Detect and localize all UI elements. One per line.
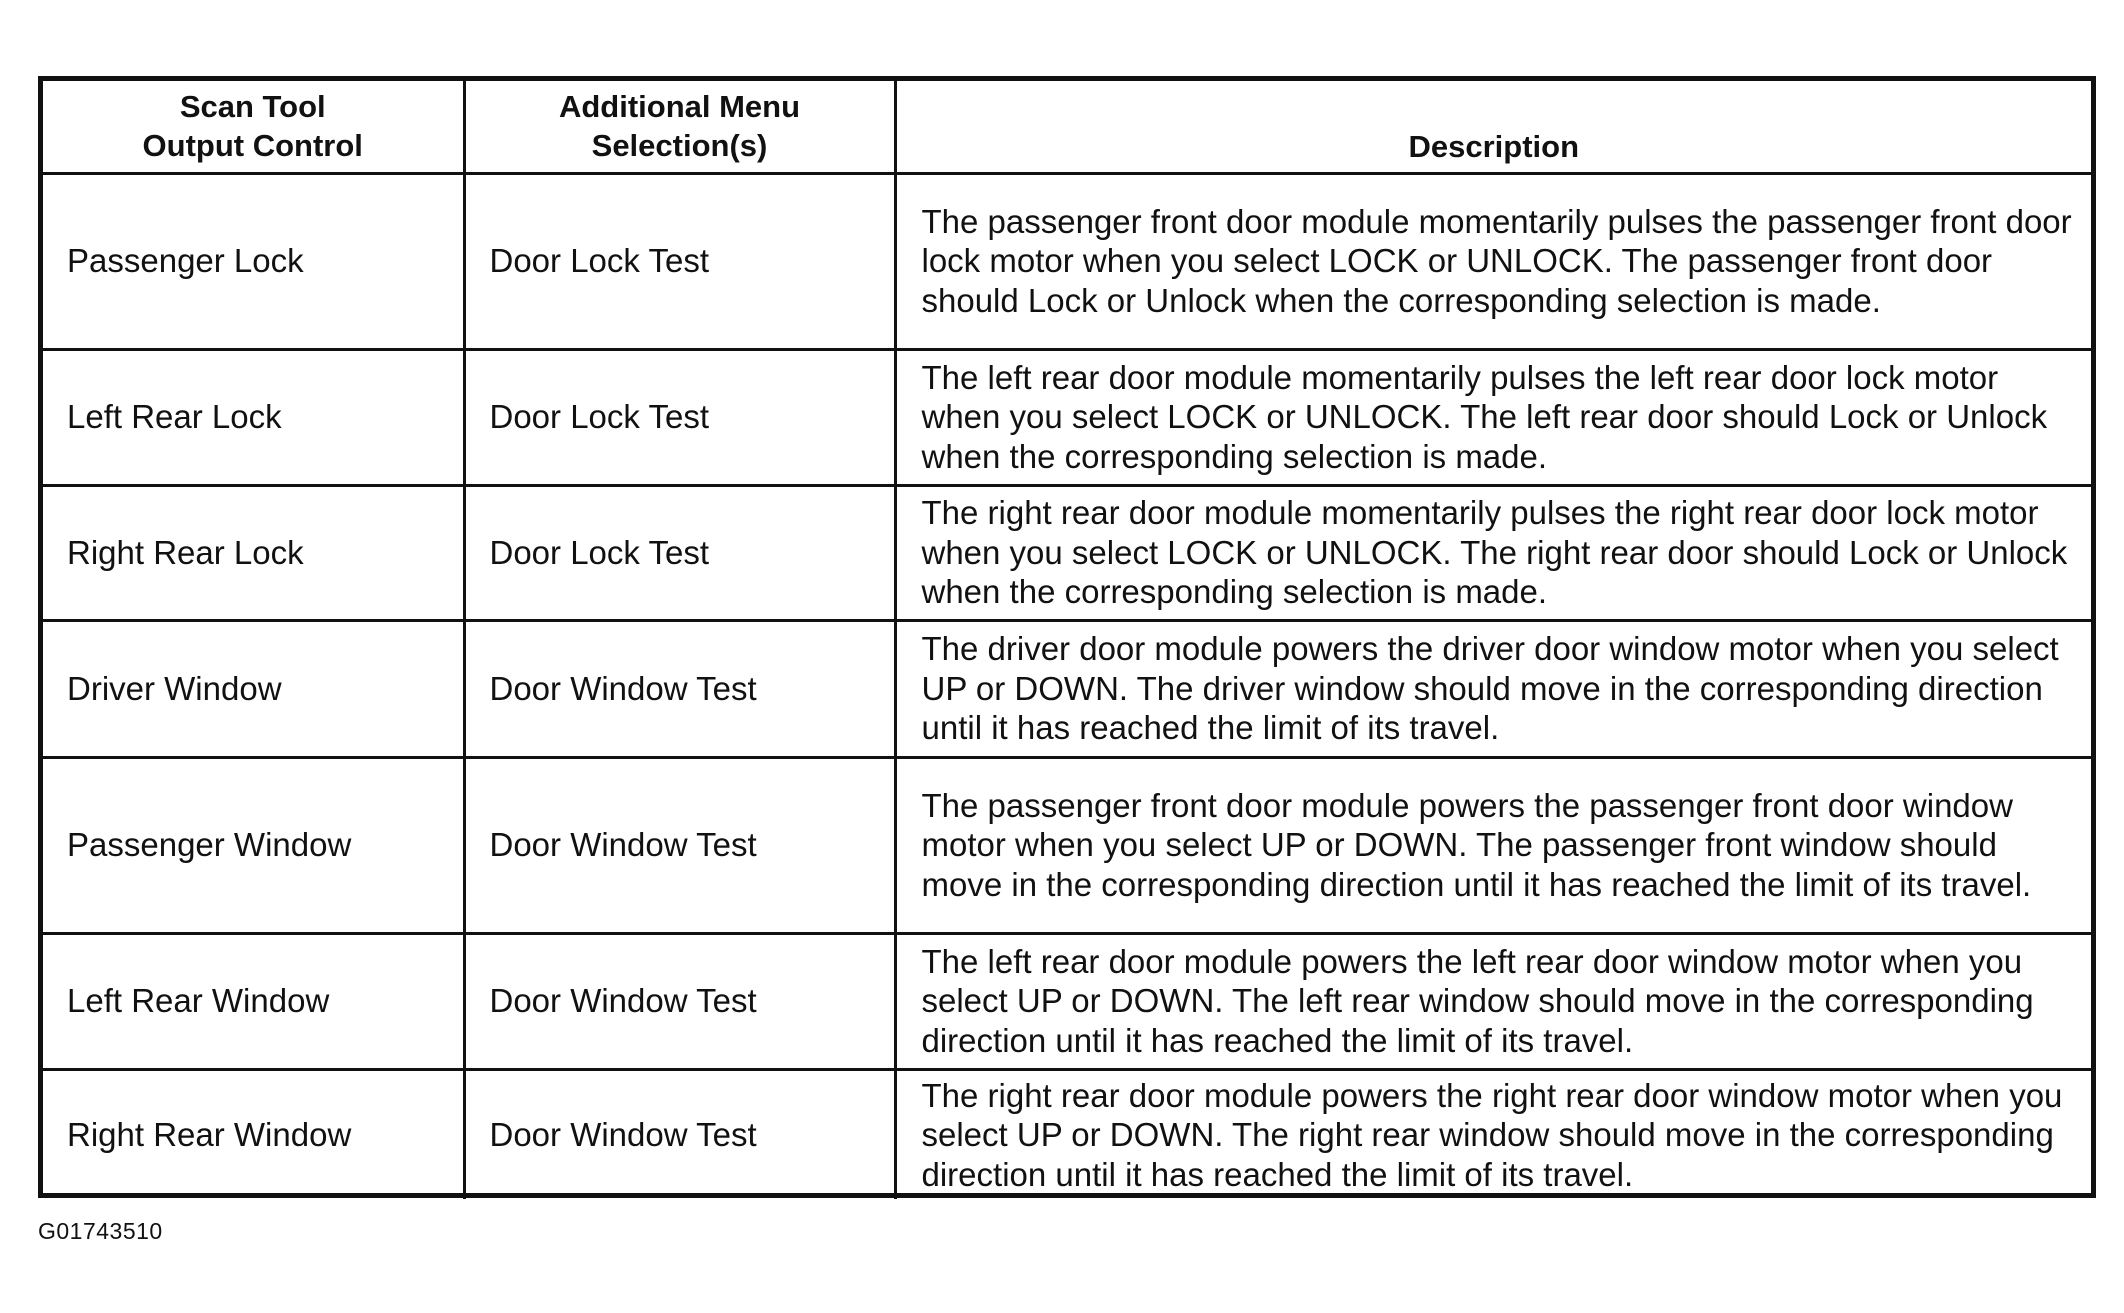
cell-menu: Door Lock Test: [464, 349, 895, 485]
cell-description: The right rear door module powers the right rear door window motor when you select UP or DOWN. The right rear window should move in the corresponding direction until it has reached the limit of its travel.: [895, 1069, 2091, 1199]
header-col2-line1: Additional Menu: [558, 89, 801, 125]
cell-control: Left Rear Lock: [43, 349, 464, 485]
table-row: [43, 1069, 2091, 1199]
header-scan-tool-output-control: [43, 81, 464, 173]
table-row: [43, 757, 2091, 933]
cell-description: The driver door module powers the driver door window motor when you select UP or DOWN. The driver window should move in the corresponding direction until it has reached the limit of its travel.: [895, 620, 2091, 757]
header-col2-line2: Selection(s): [591, 128, 768, 164]
cell-menu: Door Lock Test: [464, 173, 895, 349]
cell-menu: Door Window Test: [464, 933, 895, 1069]
cell-control: Right Rear Window: [43, 1069, 464, 1199]
cell-description: The left rear door module momentarily pulses the left rear door lock motor when you select LOCK or UNLOCK. The left rear door should Lock or Unlock when the corresponding selection is made.: [895, 349, 2091, 485]
table-header-row: [43, 81, 2091, 173]
cell-menu: Door Window Test: [464, 1069, 895, 1199]
cell-control: Driver Window: [43, 620, 464, 757]
cell-menu: Door Lock Test: [464, 485, 895, 620]
cell-control: Passenger Lock: [43, 173, 464, 349]
cell-description: The passenger front door module momentarily pulses the passenger front door lock motor when you select LOCK or UNLOCK. The passenger front door should Lock or Unlock when the corresponding selection is made.: [895, 173, 2091, 349]
output-control-table-frame: [38, 76, 2096, 1198]
header-description: Description: [895, 81, 2091, 173]
cell-description: The left rear door module powers the left rear door window motor when you select UP or DOWN. The left rear window should move in the corresponding direction until it has reached the limit of its travel.: [895, 933, 2091, 1069]
header-additional-menu-selections: [464, 81, 895, 173]
table-row: [43, 173, 2091, 349]
cell-description: The right rear door module momentarily pulses the right rear door lock motor when you select LOCK or UNLOCK. The right rear door should Lock or Unlock when the corresponding selection is made.: [895, 485, 2091, 620]
cell-control: Passenger Window: [43, 757, 464, 933]
cell-menu: Door Window Test: [464, 620, 895, 757]
header-col1-line2: Output Control: [142, 128, 363, 164]
table-row: [43, 485, 2091, 620]
header-col1-line1: Scan Tool: [179, 89, 326, 125]
cell-control: Right Rear Lock: [43, 485, 464, 620]
cell-description: The passenger front door module powers the passenger front door window motor when you select UP or DOWN. The passenger front window should move in the corresponding direction until it has reached the limit of its travel.: [895, 757, 2091, 933]
cell-menu: Door Window Test: [464, 757, 895, 933]
output-control-table: [43, 81, 2091, 1199]
figure-id-label: G01743510: [38, 1218, 163, 1244]
table-row: [43, 349, 2091, 485]
table-row: [43, 620, 2091, 757]
cell-control: Left Rear Window: [43, 933, 464, 1069]
table-row: [43, 933, 2091, 1069]
